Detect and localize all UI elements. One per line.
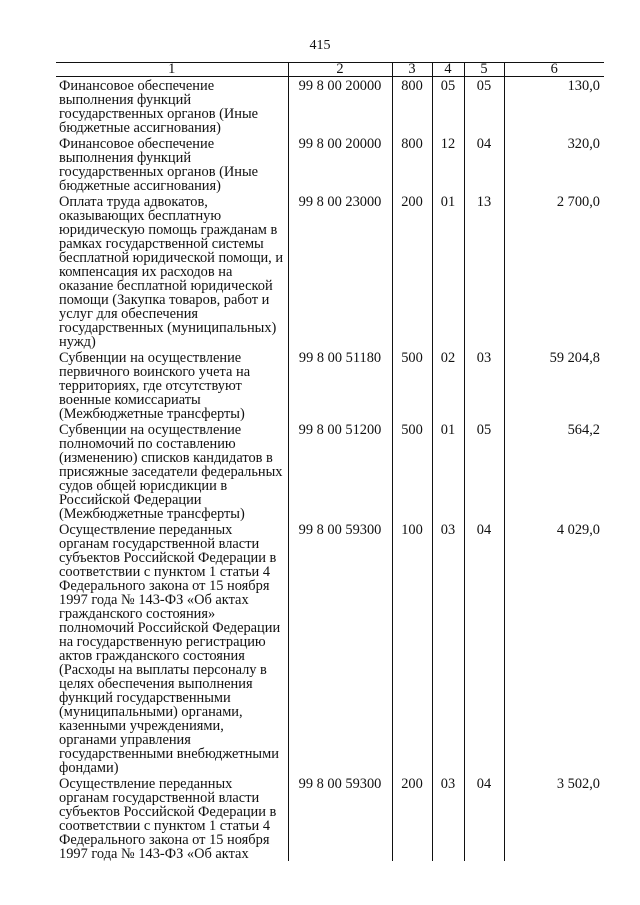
row-code: 99 8 00 59300 <box>288 775 392 861</box>
column-header-2: 2 <box>288 63 392 77</box>
column-header-1: 1 <box>56 63 288 77</box>
table-row <box>56 349 604 421</box>
row-col3: 800 <box>392 135 432 193</box>
row-code: 99 8 00 59300 <box>288 521 392 775</box>
row-col3: 200 <box>392 775 432 861</box>
row-col5: 04 <box>464 775 504 861</box>
table-row <box>56 77 604 136</box>
row-code: 99 8 00 23000 <box>288 193 392 349</box>
row-description: Субвенции на осуществление первичного воинского учета на территориях, где отсутствуют военные комиссариаты (Межбюджетные трансферты) <box>56 349 288 421</box>
row-description: Осуществление переданных органам государственной власти субъектов Российской Федерации в соответствии с пунктом 1 статьи 4 Федерального закона от 15 ноября 1997 года № 143-ФЗ «Об актах <box>56 775 288 861</box>
row-code: 99 8 00 51200 <box>288 421 392 521</box>
row-col5: 03 <box>464 349 504 421</box>
row-col5: 04 <box>464 135 504 193</box>
row-amount: 130,0 <box>504 77 604 136</box>
row-col4: 12 <box>432 135 464 193</box>
row-col4: 03 <box>432 775 464 861</box>
row-amount: 2 700,0 <box>504 193 604 349</box>
header-row <box>56 63 604 77</box>
column-header-5: 5 <box>464 63 504 77</box>
row-description: Финансовое обеспечение выполнения функций государственных органов (Иные бюджетные ассигнования) <box>56 77 288 136</box>
row-code: 99 8 00 51180 <box>288 349 392 421</box>
row-code: 99 8 00 20000 <box>288 135 392 193</box>
table-row <box>56 521 604 775</box>
row-col5: 04 <box>464 521 504 775</box>
row-description: Финансовое обеспечение выполнения функций государственных органов (Иные бюджетные ассигнования) <box>56 135 288 193</box>
row-col5: 13 <box>464 193 504 349</box>
row-col4: 01 <box>432 421 464 521</box>
row-col4: 01 <box>432 193 464 349</box>
row-col3: 200 <box>392 193 432 349</box>
row-amount: 320,0 <box>504 135 604 193</box>
table-row <box>56 775 604 861</box>
row-amount: 4 029,0 <box>504 521 604 775</box>
row-col5: 05 <box>464 421 504 521</box>
table-row <box>56 193 604 349</box>
row-amount: 59 204,8 <box>504 349 604 421</box>
row-col4: 02 <box>432 349 464 421</box>
table-row <box>56 135 604 193</box>
row-col3: 500 <box>392 349 432 421</box>
column-header-6: 6 <box>504 63 604 77</box>
row-description: Субвенции на осуществление полномочий по составлению (изменению) списков кандидатов в присяжные заседатели федеральных судов общей юрисдикции в Российской Федерации (Межбюджетные трансферты) <box>56 421 288 521</box>
row-col5: 05 <box>464 77 504 136</box>
column-header-4: 4 <box>432 63 464 77</box>
row-col4: 05 <box>432 77 464 136</box>
table-row <box>56 421 604 521</box>
row-col3: 100 <box>392 521 432 775</box>
row-col3: 800 <box>392 77 432 136</box>
row-description: Осуществление переданных органам государственной власти субъектов Российской Федерации в соответствии с пунктом 1 статьи 4 Федерального закона от 15 ноября 1997 года № 143-ФЗ «Об актах гражданского состояния» полномочий Российской Федерации на государственную регистрацию актов гражданского состояния (Расходы на выплаты персоналу в целях обеспечения выполнения функций государственными (муниципальными) органами, казенными учреждениями, органами управления государственными внебюджетными фондами) <box>56 521 288 775</box>
row-amount: 564,2 <box>504 421 604 521</box>
budget-table <box>56 62 604 861</box>
row-col3: 500 <box>392 421 432 521</box>
page-number: 415 <box>309 38 331 53</box>
row-amount: 3 502,0 <box>504 775 604 861</box>
row-description: Оплата труда адвокатов, оказывающих бесплатную юридическую помощь гражданам в рамках государственной системы бесплатной юридической помощи, и компенсация их расходов на оказание бесплатной юридической помощи (Закупка товаров, работ и услуг для обеспечения государственных (муниципальных) нужд) <box>56 193 288 349</box>
row-col4: 03 <box>432 521 464 775</box>
column-header-3: 3 <box>392 63 432 77</box>
row-code: 99 8 00 20000 <box>288 77 392 136</box>
